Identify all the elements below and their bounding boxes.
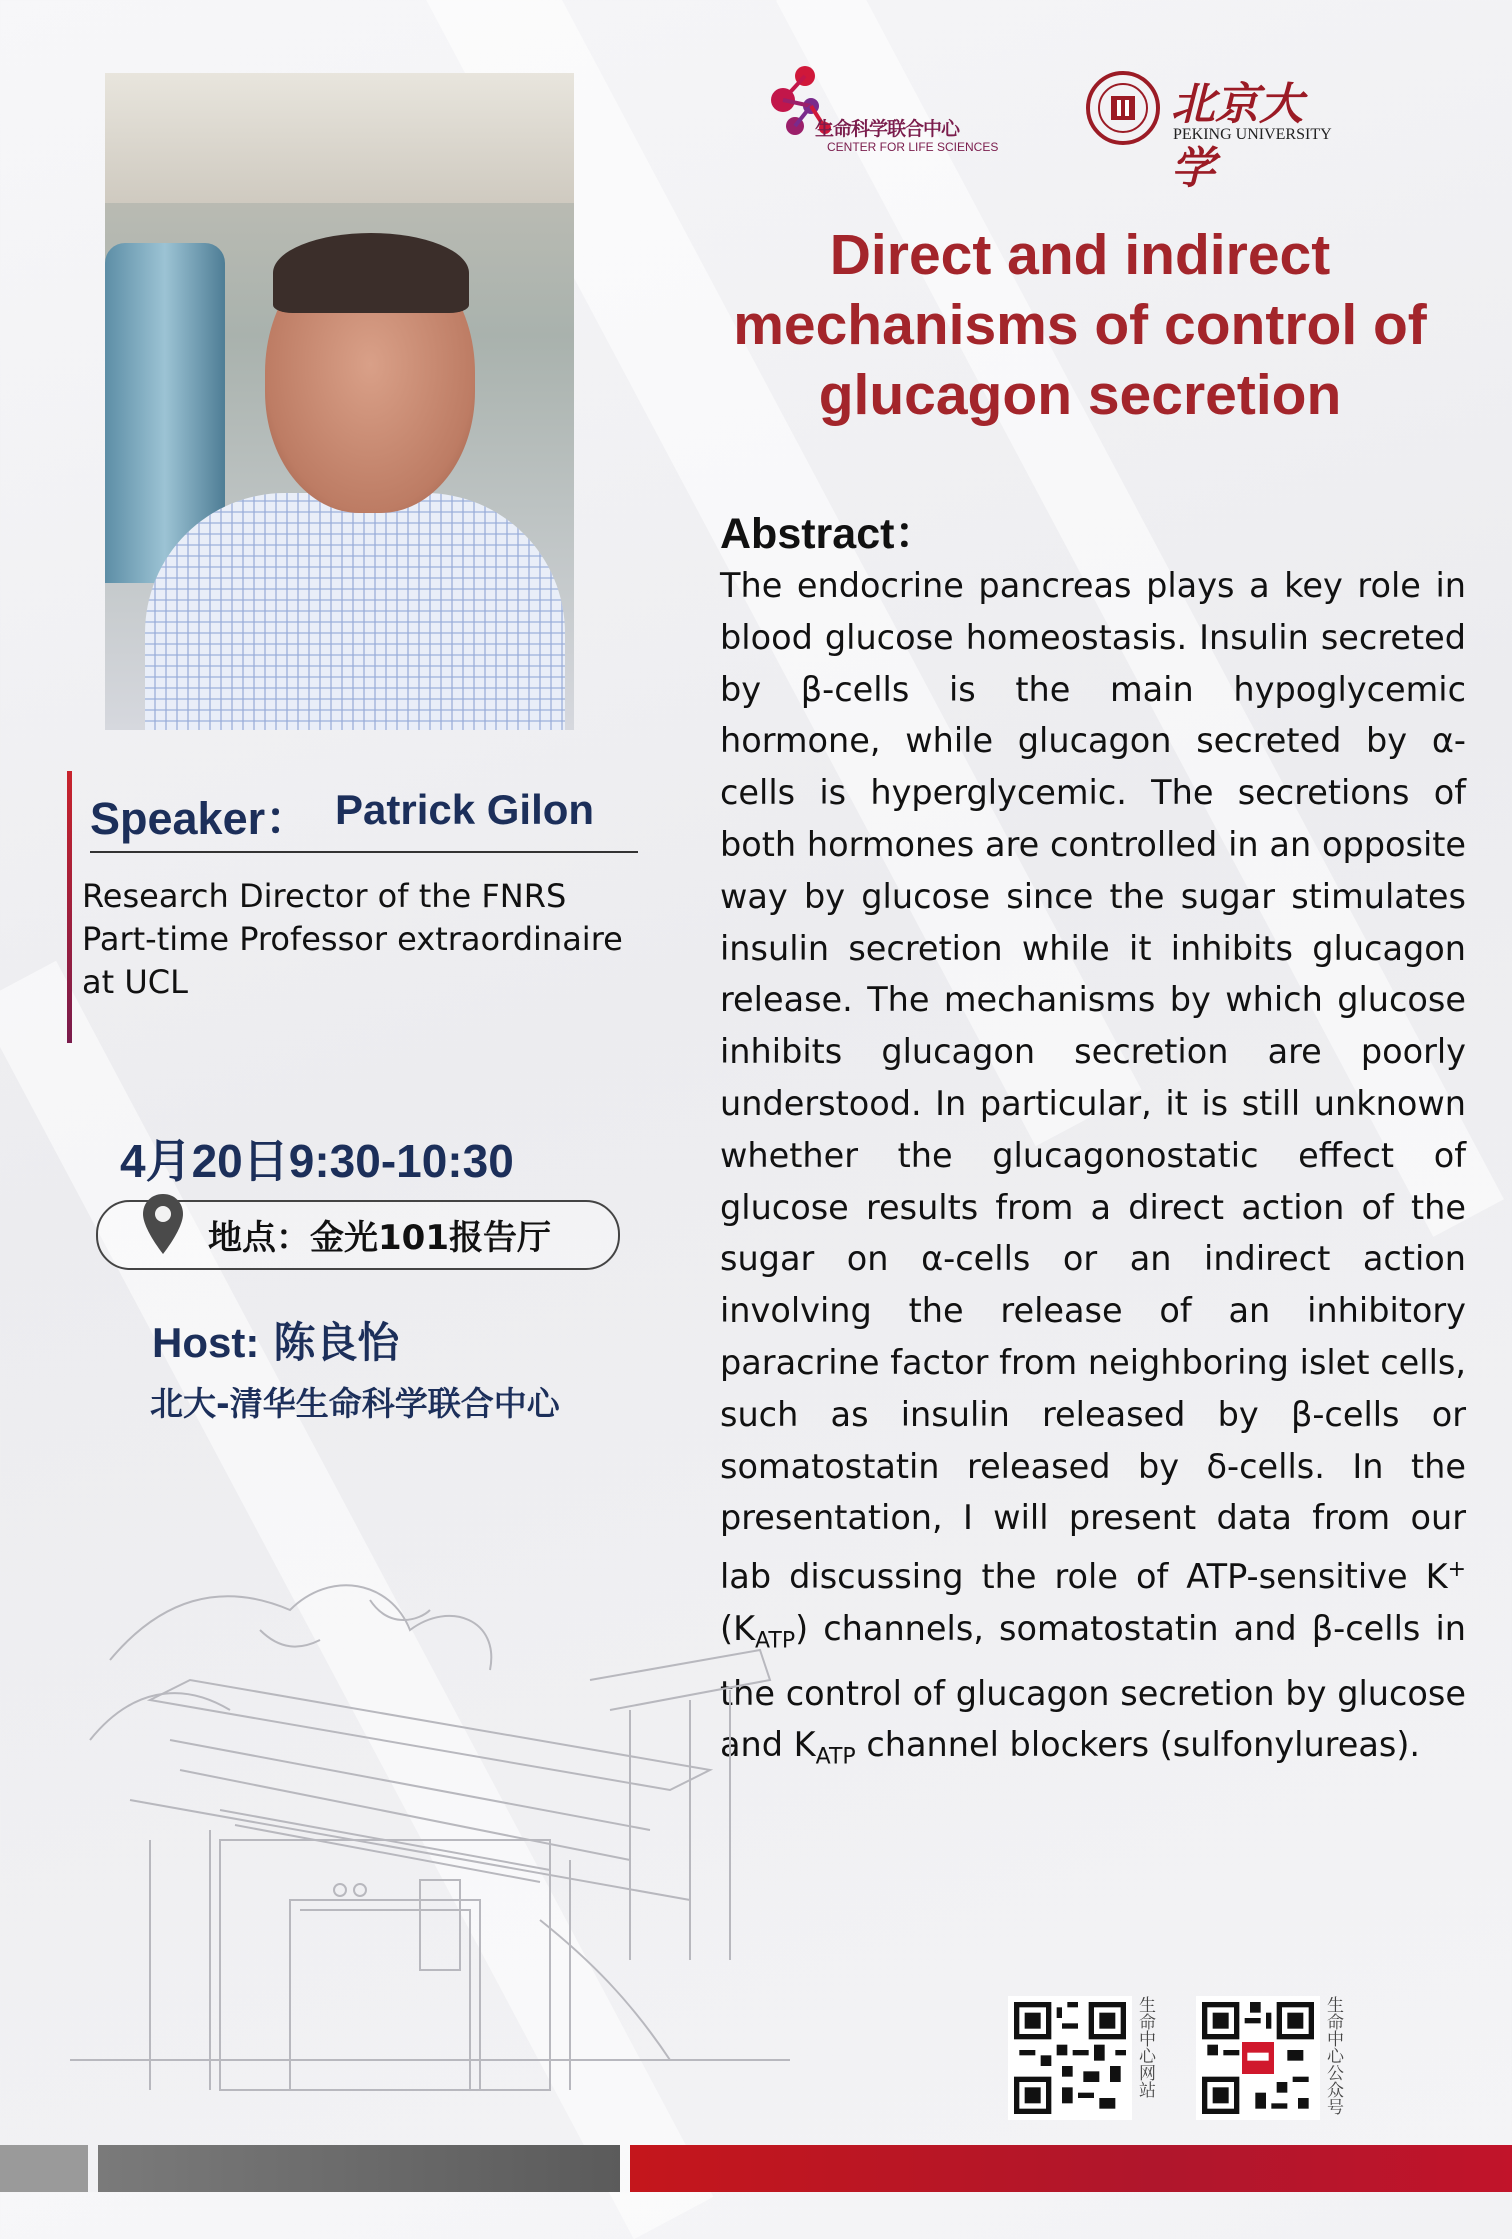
event-date: 4月20日9:30-10:30: [120, 1135, 514, 1187]
speaker-name: Patrick Gilon: [335, 786, 595, 833]
qr-code-wechat[interactable]: [1196, 1996, 1320, 2120]
talk-title-line: glucagon secretion: [818, 363, 1342, 427]
speaker-accent-bar: [67, 771, 72, 1043]
event-location: 地点：金光101报告厅: [208, 1218, 551, 1258]
abstract-text: (K: [720, 1609, 756, 1649]
peking-university-logo: [1085, 66, 1345, 194]
talk-title: [690, 220, 1470, 430]
pku-seal-icon: [1085, 70, 1161, 146]
superscript: +: [1447, 1557, 1466, 1583]
abstract-heading: Abstract：: [720, 510, 938, 558]
abstract-text: The endocrine pancreas plays a key role in blood glucose homeostasis. Insulin secreted by β-cells is the main hypoglycemic hormone, while glucagon secreted by α-cells is hyperglycemic. The secretions of both hormones are controlled in an opposite way by glucose since the sugar stimulates insulin secretion while it inhibits glucagon release. The mechanisms by which glucose inhibits glucagon secretion are poorly understood. In particular, it is still unknown whether the glucagonostatic effect of glucose results from a direct action of the sugar on α-cells or an indirect action involving the release of an inhibitory paracrine factor from neighboring islet cells, such as insulin released by β-cells or somatostatin released by δ-cells. In the presentation, I will present data from our lab discussing the role of ATP-sensitive K: [720, 566, 1466, 1597]
subscript: ATP: [815, 1745, 856, 1771]
speaker-affiliation-line: Part-time Professor extraordinaire: [82, 920, 623, 958]
host-name: 陈良怡: [273, 1318, 400, 1367]
host-organization: 北大-清华生命科学联合中心: [150, 1384, 560, 1423]
abstract-text: ) channels, somatostatin and β-cells in the control of glucagon secretion by glucose and K: [720, 1609, 1466, 1765]
speaker-affiliation-line: Research Director of the FNRS: [82, 877, 567, 915]
abstract-body: [720, 560, 1466, 1784]
abstract-text: channel blockers (sulfonylureas).: [855, 1725, 1421, 1765]
speaker-divider: [90, 851, 638, 853]
host-line: [152, 1310, 399, 1370]
qr-code-website[interactable]: [1008, 1996, 1132, 2120]
talk-title-line: mechanisms of control of: [733, 293, 1427, 357]
qr-caption-wechat: 生命中心公众号: [1323, 1996, 1343, 2115]
cls-logo-english: CENTER FOR LIFE SCIENCES: [827, 140, 999, 154]
center-for-life-sciences-logo: [765, 62, 1005, 152]
footer-bar-gray: [98, 2145, 620, 2192]
footer-bar-gray-left: [0, 2145, 88, 2192]
footer-bar-red: [630, 2145, 1512, 2192]
speaker-photo: [105, 73, 574, 730]
host-label: Host:: [152, 1319, 260, 1366]
qr-code-icon: [1202, 2002, 1314, 2114]
subscript: ATP: [755, 1628, 796, 1654]
qr-caption-website: 生命中心网站: [1135, 1996, 1155, 2098]
qr-code-icon: [1014, 2002, 1126, 2114]
talk-title-line: Direct and indirect: [829, 223, 1331, 287]
pku-logo-english: PEKING UNIVERSITY: [1173, 126, 1332, 143]
speaker-label: Speaker：: [90, 793, 311, 844]
speaker-affiliation: [82, 875, 682, 1004]
speaker-affiliation-line: at UCL: [82, 963, 188, 1001]
gate-building-sketch: [70, 1540, 790, 2100]
pku-logo-chinese: 北京大学: [1171, 79, 1303, 194]
cls-logo-chinese: 生命科学联合中心: [815, 118, 960, 140]
location-pin-icon: [140, 1192, 186, 1258]
